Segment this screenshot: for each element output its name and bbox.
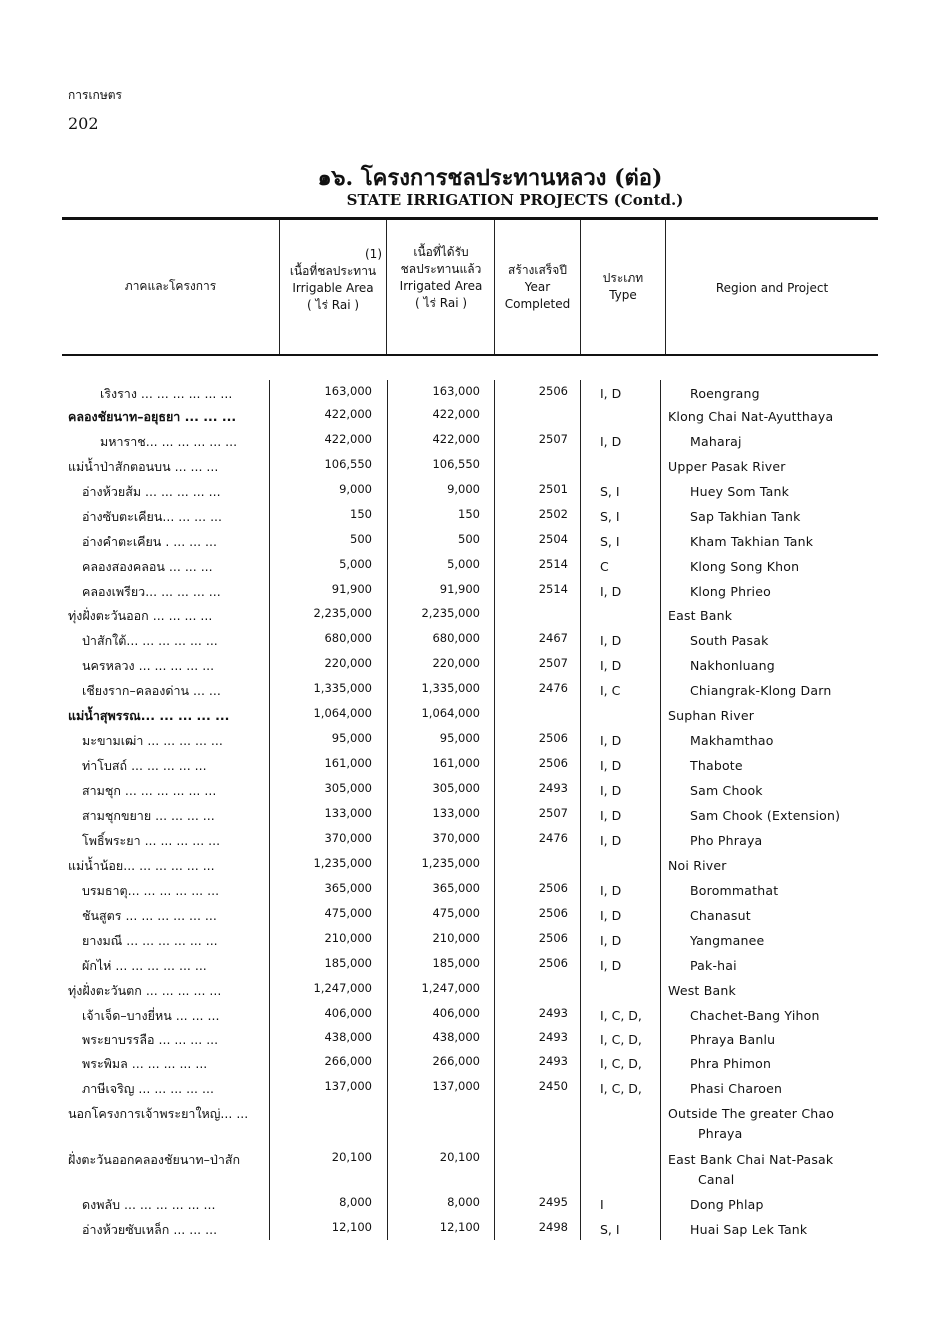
project-name-english: Klong Chai Nat-Ayutthaya xyxy=(668,409,834,424)
project-name-thai: อ่างห้วยซับเหล็ก ... ... ... xyxy=(82,1222,218,1237)
header-line: Type xyxy=(609,288,637,302)
year-completed: 2502 xyxy=(538,507,568,521)
project-name-thai: เชียงราก–คลองด่าน ... ... xyxy=(82,683,221,698)
project-name-english: Kham Takhian Tank xyxy=(690,534,814,549)
project-name-thai: อ่างคำตะเคียน . ... ... ... xyxy=(82,534,217,549)
irrigable-area: 9,000 xyxy=(339,482,372,496)
table-row xyxy=(0,407,940,429)
header-type xyxy=(582,270,664,304)
project-name-english: Sam Chook (Extension) xyxy=(690,808,841,823)
irrigable-area: 1,335,000 xyxy=(313,681,372,695)
project-type: I, C, D, xyxy=(600,1056,642,1071)
irrigable-area: 370,000 xyxy=(324,831,372,845)
irrigable-area: 161,000 xyxy=(324,756,372,770)
table-row xyxy=(0,756,940,778)
page-number: 202 xyxy=(68,114,99,133)
header-line: ชลประทานแล้ว xyxy=(400,262,482,276)
irrigated-area: 2,235,000 xyxy=(421,606,480,620)
project-name-thai: ฝั่งตะวันออกคลองชัยนาท–ป่าสัก xyxy=(68,1152,241,1167)
irrigated-area: 106,550 xyxy=(432,457,480,471)
year-completed: 2506 xyxy=(538,881,568,895)
project-name-english: Chachet-Bang Yihon xyxy=(690,1008,820,1023)
irrigable-area: 500 xyxy=(350,532,372,546)
irrigated-area: 5,000 xyxy=(447,557,480,571)
table-row xyxy=(0,906,940,928)
header-line: Irrigated Area xyxy=(399,279,483,293)
table-row xyxy=(0,606,940,628)
table-row xyxy=(0,1054,940,1076)
irrigable-area: 185,000 xyxy=(324,956,372,970)
year-completed: 2507 xyxy=(538,806,568,820)
project-type: S, I xyxy=(600,534,620,549)
project-name-thai: พระยาบรรลือ ... ... ... ... xyxy=(82,1032,219,1047)
irrigated-area: 12,100 xyxy=(439,1220,480,1234)
project-name-english: East Bank Chai Nat-Pasak xyxy=(668,1152,834,1167)
irrigated-area: 680,000 xyxy=(432,631,480,645)
irrigated-area: 370,000 xyxy=(432,831,480,845)
irrigated-area: 220,000 xyxy=(432,656,480,670)
project-name-english: Phra Phimon xyxy=(690,1056,772,1071)
header-line: Completed xyxy=(504,297,571,311)
table-row xyxy=(0,1150,940,1187)
column-divider xyxy=(494,220,495,354)
project-type: I, D xyxy=(600,386,622,401)
project-name-english: Sam Chook xyxy=(690,783,763,798)
year-completed: 2501 xyxy=(538,482,568,496)
table-row xyxy=(0,1079,940,1101)
project-type: I, D xyxy=(600,883,622,898)
project-type: I, D xyxy=(600,584,622,599)
project-name-english: East Bank xyxy=(668,608,733,623)
header-region-english: Region and Project xyxy=(715,281,829,295)
irrigable-area: 137,000 xyxy=(324,1079,372,1093)
table-row xyxy=(0,507,940,529)
header-line: ( ไร่ Rai ) xyxy=(414,296,468,310)
header-irrigable xyxy=(282,246,384,314)
irrigated-area: 1,235,000 xyxy=(421,856,480,870)
table-row xyxy=(0,557,940,579)
project-name-english: Nakhonluang xyxy=(690,658,775,673)
table-title-thai: ๑๖. โครงการชลประทานหลวง (ต่อ) xyxy=(317,165,663,191)
year-completed: 2506 xyxy=(538,931,568,945)
project-type: I xyxy=(600,1197,604,1212)
section-label: การเกษตร xyxy=(68,88,122,102)
irrigated-area: 1,335,000 xyxy=(421,681,480,695)
year-completed: 2493 xyxy=(538,1030,568,1044)
irrigable-area: 150 xyxy=(350,507,372,521)
project-type: S, I xyxy=(600,1222,620,1237)
project-name-english: Outside The greater Chao xyxy=(668,1106,835,1121)
table-row xyxy=(0,1006,940,1028)
project-name-thai: ดงพลับ ... ... ... ... ... ... xyxy=(82,1197,216,1212)
project-type: S, I xyxy=(600,509,620,524)
project-name-thai: แม่น้ำสุพรรณ... ... ... ... ... xyxy=(68,708,230,723)
irrigable-area: 133,000 xyxy=(324,806,372,820)
project-name-english: Chiangrak-Klong Darn xyxy=(690,683,832,698)
header-line: เนื้อที่ได้รับ xyxy=(413,245,469,259)
irrigated-area: 20,100 xyxy=(439,1150,480,1164)
project-name-thai: ทุ่งฝั่งตะวันตก ... ... ... ... ... xyxy=(68,983,222,998)
header-line: เนื้อที่ชลประทาน xyxy=(289,264,377,278)
project-name-thai: ป่าสักใต้... ... ... ... ... ... xyxy=(82,633,218,648)
irrigable-area: 1,064,000 xyxy=(313,706,372,720)
year-completed: 2507 xyxy=(538,432,568,446)
irrigated-area: 1,064,000 xyxy=(421,706,480,720)
project-name-thai: แม่น้ำน้อย... ... ... ... ... ... xyxy=(68,858,215,873)
table-row xyxy=(0,681,940,703)
column-divider xyxy=(665,220,666,354)
year-completed: 2504 xyxy=(538,532,568,546)
year-completed: 2506 xyxy=(538,906,568,920)
header-line: Irrigable Area xyxy=(292,281,374,295)
year-completed: 2493 xyxy=(538,781,568,795)
table-row xyxy=(0,1104,940,1141)
project-name-thai: บรมธาตุ... ... ... ... ... ... xyxy=(82,883,220,898)
project-type: I, C, D, xyxy=(600,1081,642,1096)
project-type: I, D xyxy=(600,808,622,823)
year-completed: 2506 xyxy=(538,384,568,398)
project-type: I, D xyxy=(600,733,622,748)
irrigated-area: 185,000 xyxy=(432,956,480,970)
header-irrigated xyxy=(389,244,493,312)
table-row xyxy=(0,1220,940,1242)
table-row xyxy=(0,956,940,978)
project-type: I, D xyxy=(600,434,622,449)
project-name-thai: ท่าโบสถ์ ... ... ... ... ... xyxy=(82,758,207,773)
irrigated-area: 163,000 xyxy=(432,384,480,398)
irrigable-area: 2,235,000 xyxy=(313,606,372,620)
table-row xyxy=(0,931,940,953)
table-row xyxy=(0,482,940,504)
irrigable-area: 266,000 xyxy=(324,1054,372,1068)
project-name-thai: สามชุกขยาย ... ... ... ... xyxy=(82,808,215,823)
project-name-thai: ทุ่งฝั่งตะวันออก ... ... ... ... xyxy=(68,608,213,623)
irrigated-area: 422,000 xyxy=(432,432,480,446)
table-row xyxy=(0,881,940,903)
irrigated-area: 95,000 xyxy=(439,731,480,745)
year-completed: 2506 xyxy=(538,731,568,745)
header-line: Year xyxy=(524,280,551,294)
irrigated-area: 438,000 xyxy=(432,1030,480,1044)
project-name-thai: มหาราช... ... ... ... ... ... xyxy=(100,434,238,449)
project-type: I, D xyxy=(600,908,622,923)
project-name-english: Sap Takhian Tank xyxy=(690,509,801,524)
irrigable-area: 220,000 xyxy=(324,656,372,670)
year-completed: 2506 xyxy=(538,756,568,770)
table-title-english: STATE IRRIGATION PROJECTS (Contd.) xyxy=(346,191,684,209)
table-row xyxy=(0,806,940,828)
footnote-marker: (1) xyxy=(365,247,382,261)
irrigable-area: 163,000 xyxy=(324,384,372,398)
project-name-english: Chanasut xyxy=(690,908,751,923)
irrigated-area: 150 xyxy=(458,507,480,521)
year-completed: 2476 xyxy=(538,681,568,695)
irrigable-area: 210,000 xyxy=(324,931,372,945)
header-region-thai: ภาคและโครงการ xyxy=(124,279,217,293)
irrigated-area: 9,000 xyxy=(447,482,480,496)
project-type: I, C xyxy=(600,683,621,698)
irrigated-area: 422,000 xyxy=(432,407,480,421)
project-name-english-continued: Canal xyxy=(698,1172,735,1187)
project-name-english: Dong Phlap xyxy=(690,1197,764,1212)
project-type: S, I xyxy=(600,484,620,499)
project-type: I, D xyxy=(600,933,622,948)
table-row xyxy=(0,532,940,554)
year-completed: 2493 xyxy=(538,1006,568,1020)
project-name-english: Klong Phrieo xyxy=(690,584,771,599)
irrigable-area: 365,000 xyxy=(324,881,372,895)
table-row xyxy=(0,631,940,653)
year-completed: 2514 xyxy=(538,582,568,596)
project-name-english: Pak-hai xyxy=(690,958,737,973)
project-name-english: Maharaj xyxy=(690,434,742,449)
irrigated-area: 1,247,000 xyxy=(421,981,480,995)
irrigable-area: 106,550 xyxy=(324,457,372,471)
year-completed: 2467 xyxy=(538,631,568,645)
project-name-english: Thabote xyxy=(690,758,743,773)
table-row xyxy=(0,731,940,753)
project-name-thai: มะขามเฒ่า ... ... ... ... ... xyxy=(82,733,223,748)
project-type: I, C, D, xyxy=(600,1032,642,1047)
project-type: I, D xyxy=(600,633,622,648)
table-row xyxy=(0,457,940,479)
project-type: I, D xyxy=(600,958,622,973)
table-row xyxy=(0,432,940,454)
project-name-english: Upper Pasak River xyxy=(668,459,786,474)
project-name-thai: พระพิมล ... ... ... ... ... xyxy=(82,1056,208,1071)
project-name-thai: นครหลวง ... ... ... ... ... xyxy=(82,658,215,673)
project-name-thai: เริงราง ... ... ... ... ... ... xyxy=(100,386,233,401)
header-year xyxy=(496,262,579,313)
year-completed: 2506 xyxy=(538,956,568,970)
irrigable-area: 406,000 xyxy=(324,1006,372,1020)
project-name-thai: ภาษีเจริญ ... ... ... ... ... xyxy=(82,1081,214,1096)
project-name-thai: ผักไห่ ... ... ... ... ... ... xyxy=(82,958,207,973)
year-completed: 2493 xyxy=(538,1054,568,1068)
table-row xyxy=(0,981,940,1003)
project-name-thai: โพธิ์พระยา ... ... ... ... ... xyxy=(82,833,221,848)
project-name-english: Phasi Charoen xyxy=(690,1081,783,1096)
year-completed: 2495 xyxy=(538,1195,568,1209)
irrigated-area: 161,000 xyxy=(432,756,480,770)
column-divider xyxy=(580,220,581,354)
table-row xyxy=(0,582,940,604)
top-rule xyxy=(62,217,878,220)
irrigated-area: 91,900 xyxy=(439,582,480,596)
table-row xyxy=(0,656,940,678)
irrigable-area: 475,000 xyxy=(324,906,372,920)
project-type: I, D xyxy=(600,758,622,773)
year-completed: 2450 xyxy=(538,1079,568,1093)
project-name-thai: คลองเพรียว... ... ... ... ... xyxy=(82,584,221,599)
irrigable-area: 305,000 xyxy=(324,781,372,795)
project-name-english: Noi River xyxy=(668,858,727,873)
project-name-thai: นอกโครงการเจ้าพระยาใหญ่... ... xyxy=(68,1106,249,1121)
table-row xyxy=(0,856,940,878)
project-type: I, D xyxy=(600,783,622,798)
project-name-english: Huai Sap Lek Tank xyxy=(690,1222,808,1237)
irrigable-area: 1,235,000 xyxy=(313,856,372,870)
project-name-english: Suphan River xyxy=(668,708,755,723)
irrigated-area: 500 xyxy=(458,532,480,546)
project-name-english: Roengrang xyxy=(690,386,760,401)
project-name-thai: แม่น้ำป่าสักตอนบน ... ... ... xyxy=(68,459,219,474)
irrigable-area: 12,100 xyxy=(331,1220,372,1234)
year-completed: 2498 xyxy=(538,1220,568,1234)
project-name-thai: ชันสูตร ... ... ... ... ... ... xyxy=(82,908,217,923)
project-name-thai: ยางมณี ... ... ... ... ... ... xyxy=(82,933,218,948)
irrigated-area: 133,000 xyxy=(432,806,480,820)
project-name-thai: คลองสองคลอน ... ... ... xyxy=(82,559,213,574)
irrigated-area: 406,000 xyxy=(432,1006,480,1020)
project-name-english: Pho Phraya xyxy=(690,833,763,848)
year-completed: 2514 xyxy=(538,557,568,571)
irrigable-area: 20,100 xyxy=(331,1150,372,1164)
table-row xyxy=(0,706,940,728)
irrigated-area: 365,000 xyxy=(432,881,480,895)
project-type: I, D xyxy=(600,833,622,848)
irrigated-area: 475,000 xyxy=(432,906,480,920)
project-type: I, D xyxy=(600,658,622,673)
project-name-thai: เจ้าเจ็ด–บางยี่หน ... ... ... xyxy=(82,1008,220,1023)
table-row xyxy=(0,781,940,803)
irrigable-area: 422,000 xyxy=(324,407,372,421)
project-name-english-continued: Phraya xyxy=(698,1126,743,1141)
project-name-english: Phraya Banlu xyxy=(690,1032,776,1047)
irrigable-area: 91,900 xyxy=(331,582,372,596)
irrigable-area: 422,000 xyxy=(324,432,372,446)
table-row xyxy=(0,1195,940,1217)
irrigable-area: 438,000 xyxy=(324,1030,372,1044)
irrigated-area: 305,000 xyxy=(432,781,480,795)
irrigable-area: 8,000 xyxy=(339,1195,372,1209)
project-name-english: West Bank xyxy=(668,983,736,998)
irrigated-area: 266,000 xyxy=(432,1054,480,1068)
table-row xyxy=(0,831,940,853)
table-row xyxy=(0,384,940,406)
project-name-english: Huey Som Tank xyxy=(690,484,790,499)
table-row xyxy=(0,1030,940,1052)
year-completed: 2507 xyxy=(538,656,568,670)
header-line: สร้างเสร็จปี xyxy=(508,263,567,277)
header-line: ประเภท xyxy=(602,271,644,285)
irrigable-area: 5,000 xyxy=(339,557,372,571)
project-name-thai: คลองชัยนาท–อยุธยา ... ... ... xyxy=(68,409,237,424)
project-name-english: Yangmanee xyxy=(690,933,765,948)
project-type: I, C, D, xyxy=(600,1008,642,1023)
project-type: C xyxy=(600,559,609,574)
column-divider xyxy=(386,220,387,354)
project-name-thai: อ่างห้วยส้ม ... ... ... ... ... xyxy=(82,484,221,499)
year-completed: 2476 xyxy=(538,831,568,845)
header-line: ( ไร่ Rai ) xyxy=(306,298,360,312)
project-name-english: Borommathat xyxy=(690,883,779,898)
irrigated-area: 8,000 xyxy=(447,1195,480,1209)
column-divider xyxy=(279,220,280,354)
project-name-english: South Pasak xyxy=(690,633,769,648)
irrigated-area: 137,000 xyxy=(432,1079,480,1093)
header-bottom-rule xyxy=(62,354,878,356)
irrigable-area: 1,247,000 xyxy=(313,981,372,995)
project-name-english: Klong Song Khon xyxy=(690,559,800,574)
project-name-thai: อ่างซับตะเคียน... ... ... ... xyxy=(82,509,222,524)
irrigable-area: 680,000 xyxy=(324,631,372,645)
irrigable-area: 95,000 xyxy=(331,731,372,745)
project-name-english: Makhamthao xyxy=(690,733,774,748)
project-name-thai: สามชุก ... ... ... ... ... ... xyxy=(82,783,217,798)
irrigated-area: 210,000 xyxy=(432,931,480,945)
